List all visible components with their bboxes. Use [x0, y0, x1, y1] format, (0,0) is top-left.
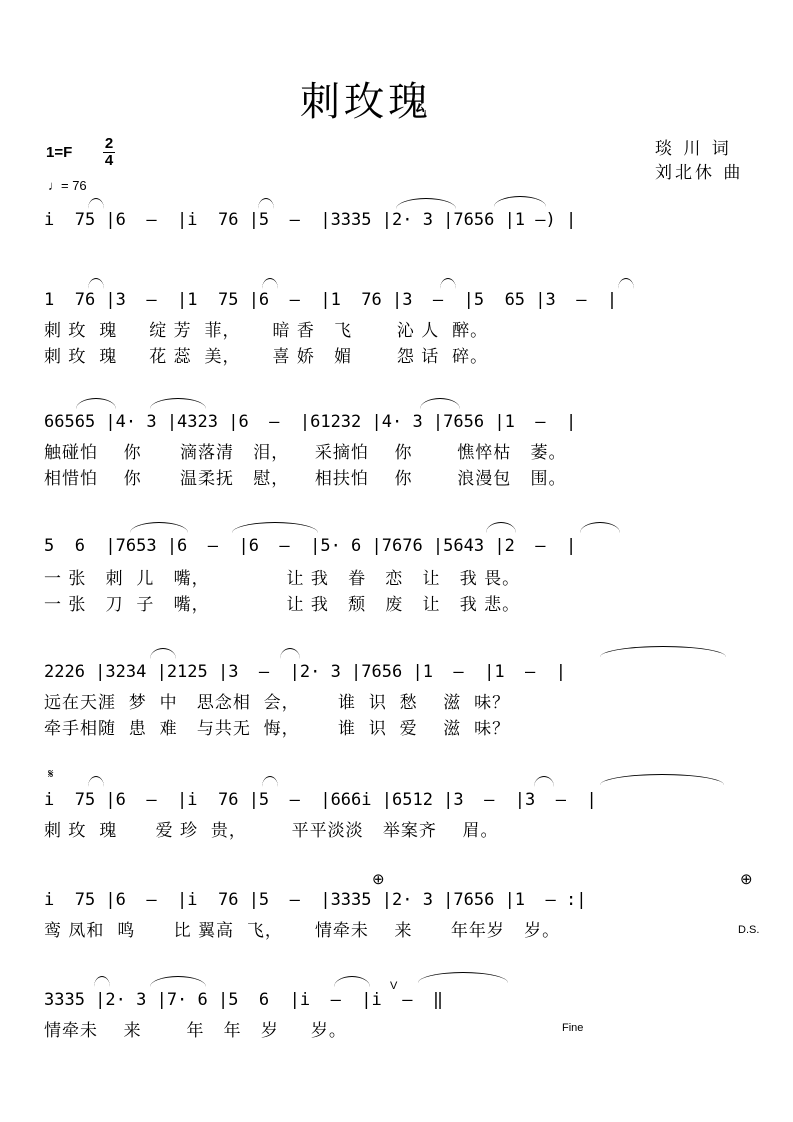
- slur: [280, 648, 300, 659]
- time-signature-bottom: 4: [104, 152, 114, 169]
- slur: [94, 976, 110, 987]
- slur: [418, 972, 508, 983]
- notation: 66565 |4· 3 |4323 |6 – |61232 |4· 3 |7656 |1 – |: [44, 412, 577, 432]
- notation: 1 76 |3 – |1 75 |6 – |1 76 |3 – |5 65 |3 – |: [44, 290, 618, 310]
- slur: [150, 976, 206, 987]
- slur: [150, 648, 176, 659]
- notation: i 75 |6 – |i 76 |5 – |3335 |2· 3 |7656 |1 – :|: [44, 890, 587, 910]
- score-line-3: [44, 408, 756, 436]
- slur: [580, 522, 620, 533]
- slur: [88, 198, 104, 209]
- composer-credit: 刘北休 曲: [655, 163, 744, 183]
- score-line-6: [44, 786, 756, 814]
- slur: [600, 646, 726, 657]
- lyric-verse-1: 刺 玫 瑰 绽 芳 菲， 暗 香 飞 沁 人 醉。: [44, 321, 489, 341]
- slur: [76, 398, 116, 409]
- lyric-verse-1: 远在天涯 梦 中 思念相 会， 谁 识 愁 滋 味？: [44, 693, 511, 713]
- slur: [88, 278, 104, 289]
- slur: [88, 776, 104, 787]
- slur: [396, 198, 456, 209]
- slur: [494, 196, 546, 207]
- lyricist-credit: 琰 川 词: [655, 139, 732, 159]
- slur: [130, 522, 188, 533]
- lyric-verse-2: 牵手相随 患 难 与共无 悔， 谁 识 爱 滋 味？: [44, 719, 511, 739]
- notation: 5 6 |7653 |6 – |6 – |5· 6 |7676 |5643 |2 – |: [44, 536, 577, 556]
- slur: [600, 774, 724, 785]
- score-line-2: [44, 286, 756, 314]
- page-title: 刺玫瑰: [300, 79, 432, 125]
- score-line-7: [44, 886, 756, 914]
- slur: [534, 776, 554, 787]
- time-signature-top: 2: [104, 135, 114, 152]
- slur: [262, 776, 278, 787]
- slur: [618, 278, 634, 289]
- breath-mark: V: [390, 980, 398, 992]
- lyric-verse-1: 刺 玫 瑰 爱 珍 贵， 平平淡淡 举案齐 眉。: [44, 821, 499, 841]
- slur: [150, 398, 206, 409]
- slur: [258, 198, 274, 209]
- ds-marking: D.S.: [738, 924, 760, 936]
- notation: 3335 |2· 3 |7· 6 |5 6 |i – |i – ‖: [44, 990, 444, 1010]
- segno-mark: 𝄋: [48, 766, 54, 781]
- notation: i 75 |6 – |i 76 |5 – |3335 |2· 3 |7656 |1 –) |: [44, 210, 577, 230]
- score-line-8: [44, 986, 756, 1014]
- slur: [334, 976, 370, 987]
- score-line-5: [44, 658, 756, 686]
- key-signature: 1=F: [46, 144, 73, 161]
- coda-mark: ⊕: [740, 871, 753, 888]
- slur: [420, 398, 460, 409]
- slur: [440, 278, 456, 289]
- slur: [486, 522, 516, 533]
- fine-marking: Fine: [562, 1022, 584, 1034]
- score-line-4: [44, 532, 756, 560]
- time-signature: [103, 136, 115, 169]
- lyric-verse-2: 刺 玫 瑰 花 蕊 美， 喜 娇 媚 怨 话 碎。: [44, 347, 489, 367]
- lyric-verse-1: 触碰怕 你 滴落清 泪， 采摘怕 你 憔悴枯 萎。: [44, 443, 567, 463]
- lyric-verse-2: 相惜怕 你 温柔抚 慰， 相扶怕 你 浪漫包 围。: [44, 469, 567, 489]
- score-line-1: [44, 206, 756, 234]
- lyric-verse-2: 一 张 刀 子 嘴， 让 我 颓 废 让 我 悲。: [44, 595, 521, 615]
- lyric-verse-1: 一 张 刺 儿 嘴， 让 我 眷 恋 让 我 畏。: [44, 569, 521, 589]
- coda-mark: ⊕: [372, 871, 385, 888]
- notation: i 75 |6 – |i 76 |5 – |666i |6512 |3 – |3 – |: [44, 790, 597, 810]
- lyric-verse-1: 情牵未 来 年 年 岁 岁。: [44, 1021, 347, 1041]
- slur: [232, 522, 318, 533]
- lyric-verse-1: 鸾 凤和 鸣 比 翼高 飞， 情牵未 来 年年岁 岁。: [44, 921, 561, 941]
- slur: [262, 278, 278, 289]
- tempo-marking: ♩= 76: [48, 178, 87, 193]
- notation: 2226 |3234 |2125 |3 – |2· 3 |7656 |1 – |1 – |: [44, 662, 566, 682]
